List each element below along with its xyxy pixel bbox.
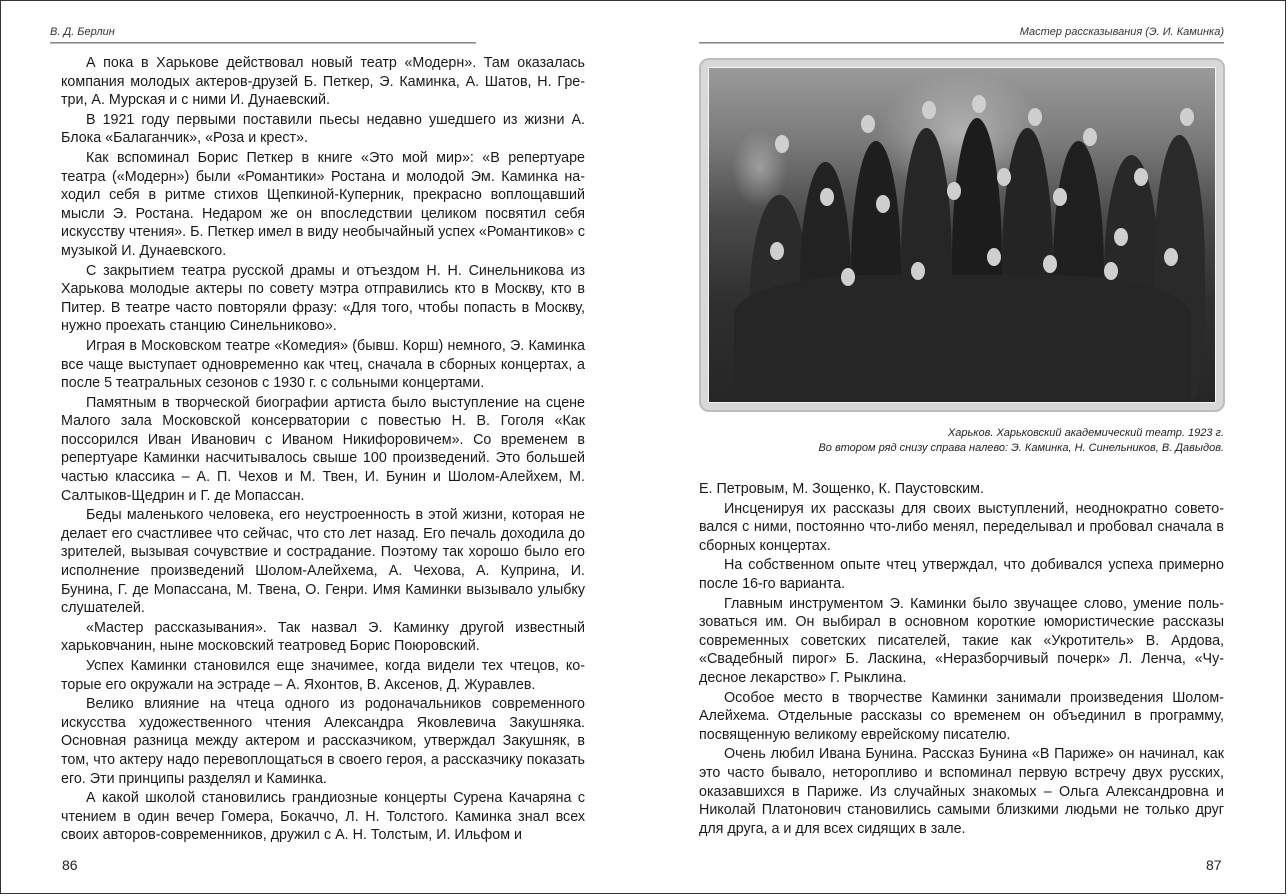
photo-face [1104, 262, 1118, 280]
photo-caption [818, 426, 1224, 456]
paragraph: Велико влияние на чтеца одного из родоначальников современного искусства художественного чтения Александра Яковлевича Закушняка. Основная разница между актером и рассказчиком, утверждал Закушняк, в том, что актеру надо перевоплощаться в своего героя, а рассказчику показать его. Эти принципы разделял и Каминка. [61, 696, 585, 787]
photo-face [775, 135, 789, 153]
paragraph: На собственном опыте чтец утверждал, что добивался успеха примерно после 16-го варианта. [699, 557, 1224, 592]
paragraph: Успех Каминки становился еще значимее, когда видели тех чтецов, которые его окружали на эстраде – А. Яхонтов, В. Аксенов, Д. Журавлев. [61, 658, 585, 693]
running-head-author: В. Д. Берлин [50, 26, 115, 38]
paragraph: Особое место в творчестве Каминки занимали произведения Шолом-Алейхема. Отдельные рассказы со временем он объединил в программу, посвященную великому еврейскому писателю. [699, 689, 1224, 743]
paragraph: В 1921 году первыми поставили пьесы недавно ушедшего из жизни А. Блока «Балаганчик», «Роза и крест». [61, 111, 585, 147]
paragraph: С закрытием театра русской драмы и отъездом Н. Н. Синельникова из Харькова молодые актеры по совету мэтра отправились кто в Москву, кто в Питер. В театре часто повторяли фразу: «Для того, чтобы попасть в Москву, нужно проехать станцию Синельниково». [61, 262, 585, 335]
header-rule [50, 42, 476, 44]
running-head-chapter: Мастер рассказывания (Э. И. Каминка) [1019, 26, 1224, 38]
caption-line: Харьков. Харьковский академический театр. 1923 г. [947, 427, 1224, 439]
photo-face [972, 95, 986, 113]
right-text-column [699, 480, 1224, 839]
photo-face [876, 195, 890, 213]
paragraph: Очень любил Ивана Бунина. Рассказ Бунина «В Париже» он начинал, как это часто бывало, неторопливо и вспоминал первую встречу двух русских, оказавшихся в Париже. Из случайных знакомых – Ольга Александровна и Николай Платонович становились самыми близкими людьми не только друг для друга, а и для всех сидящих в зале. [699, 746, 1224, 837]
paragraph: А какой школой становились грандиозные концерты Сурена Качаряна с чтением в один вечер Гомера, Бокаччо, Л. Н. Толстого. Каминка знал всех своих авторов-современников, дружил с А. Н. Толстым, И. Ильфом и [61, 790, 585, 844]
photo-face [770, 242, 784, 260]
paragraph: Главным инструментом Э. Каминки было звучащее слово, умение пользоваться им. Он выбирал в основном короткие юмористические рассказы современных советских писателей, такие как «Укротитель» В. Ардова, «Свадебный пирог» Б. Ласкина, «Неразборчивый почерк» Л. Ленча, «Чудесное лекарство» Г. Рыклина. [699, 595, 1224, 686]
paragraph: «Мастер рассказывания». Так назвал Э. Каминку другой известный харьковчанин, ныне московский театровед Борис Поюровский. [61, 619, 585, 655]
paragraph: Беды маленького человека, его неустроенность в этой жизни, которая не делает его счастливее что сейчас, что сто лет назад. Его печаль доходила до зрителей, вызывая сочувствие и сострадание. Поэтому так хорошо было его исполнение произведений Шолом-Алейхема, А. Чехова, А. Куприна, И. Бунина, Г. де Мопассана, М. Твена, О. Генри. Имя Каминки вызывало улыбку слушателей. [61, 507, 585, 617]
paragraph: Инсценируя их рассказы для своих выступлений, неоднократно советовался с ними, постоянно что-либо менял, переделывал и пробовал сначала в сборных концертах. [699, 500, 1224, 554]
photo-face [1083, 128, 1097, 146]
paragraph: Играя в Московском театре «Комедия» (бывш. Корш) немного, Э. Каминка все чаще выступает одновременно как чтец, сначала в сборных концертах, а после 5 театральных сезонов с 1930 г. с сольными концертами. [61, 337, 585, 392]
paragraph: Как вспоминал Борис Петкер в книге «Это мой мир»: «В репертуаре театра («Модерн») были «Романтики» Ростана и молодой Эм. Каминка находил себя в ритме стихов Щепкиной-Куперник, прекрасно воплощавший мысли Э. Ростана. Недаром же он впоследствии целиком посвятил себя искусству чтения». Б. Петкер имел в виду необычайный успех «Романтиков» с музыкой И. Дунаевского. [61, 149, 585, 259]
photo-frame [699, 58, 1225, 412]
photo-face [861, 115, 875, 133]
photo-face [1043, 255, 1057, 273]
photo-face [922, 101, 936, 119]
caption-line: Во втором ряд снизу справа налево: Э. Каминка, Н. Синельников, В. Давыдов. [818, 442, 1224, 454]
left-text-column [61, 54, 585, 846]
page-number-right: 87 [1206, 857, 1222, 873]
group-photo [708, 67, 1216, 403]
photo-face [1028, 108, 1042, 126]
paragraph: А пока в Харькове действовал новый театр «Модерн». Там оказалась компания молодых актеров-друзей Б. Петкер, Э. Каминка, А. Шатов, Н. Гретри, А. Мурская и с ними И. Дунаевский. [61, 55, 585, 109]
paragraph: Памятным в творческой биографии артиста было выступление на сцене Малого зала Московской консерватории с повестью Н. В. Гоголя «Как поссорился Иван Иванович с Иваном Никифоровичем». Со временем в репертуаре Каминки насчитывалось свыше 100 произведений. Это большей частью классика – А. П. Чехов и М. Твен, И. Бунин и Шолом-Алейхем, М. Салтыков-Щедрин и Г. де Мопассан. [61, 394, 585, 504]
photo-face [947, 182, 961, 200]
photo-front-row [734, 275, 1189, 403]
header-rule [699, 42, 1224, 44]
page-number-left: 86 [62, 857, 78, 873]
right-page [644, 0, 1288, 896]
photo-face [841, 268, 855, 286]
photo-face [1114, 228, 1128, 246]
paragraph-continuation: Е. Петровым, М. Зощенко, К. Паустовским. [699, 481, 984, 497]
photo-face [1180, 108, 1194, 126]
